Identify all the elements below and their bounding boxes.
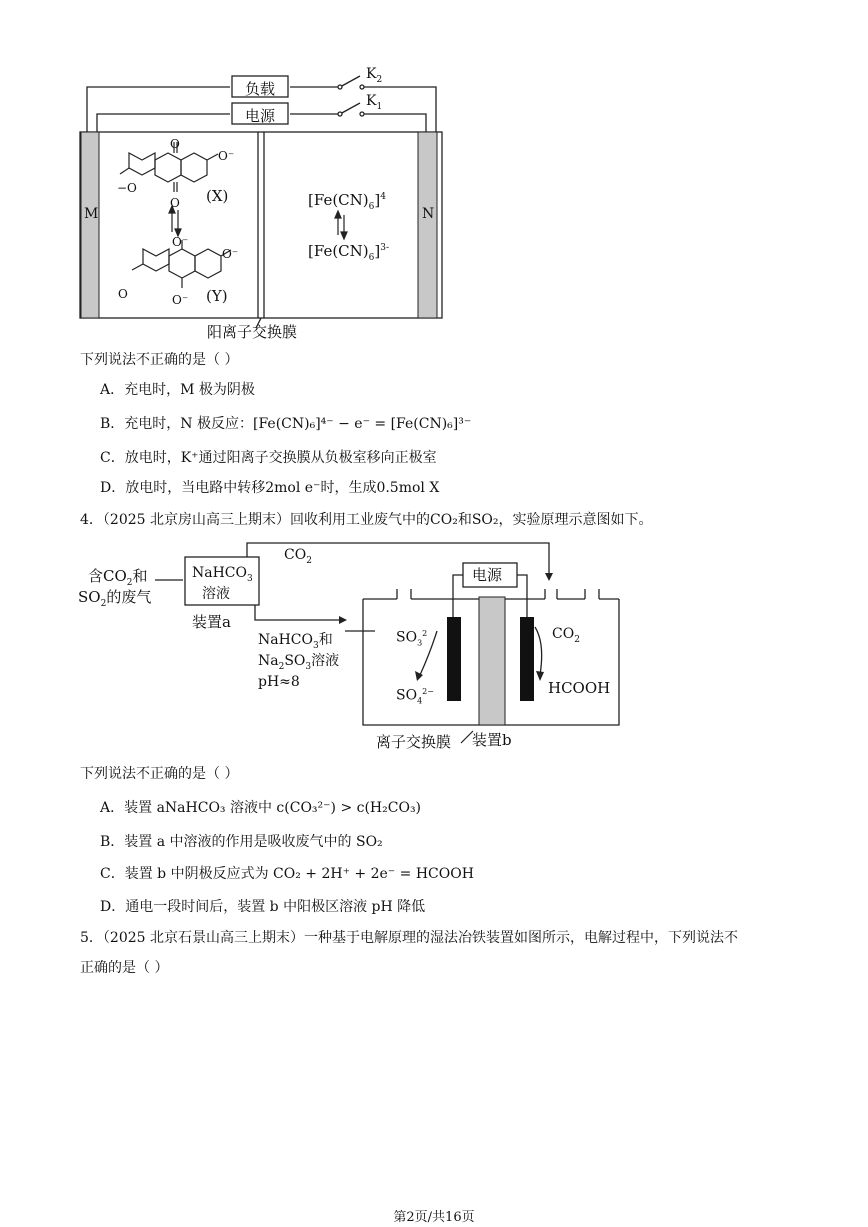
- electrode-n-label: N: [422, 206, 435, 222]
- page-footer: 第2页/共16页: [393, 1210, 475, 1225]
- membrane-label: 阳离子交换膜: [207, 323, 298, 341]
- molecule-y-label: (Y): [206, 287, 228, 305]
- q4-option-a: A．装置 aNaHCO₃ 溶液中 c(CO₃²⁻) > c(H₂CO₃): [100, 800, 422, 816]
- power-b-label: 电源: [472, 566, 503, 584]
- co2-right-label: $CO_2$: [552, 626, 580, 645]
- membrane-b-label: 离子交换膜: [376, 733, 452, 751]
- q4-stem2: 下列说法不正确的是（ ）: [80, 766, 239, 782]
- switch-k1-label: $K_1$: [366, 93, 383, 112]
- ferrocyanide-label: $[Fe(CN)_6]^4$: [308, 191, 386, 212]
- co2-top-label: $CO_2$: [284, 547, 312, 566]
- q3-stem: 下列说法不正确的是（ ）: [80, 352, 239, 368]
- q3-option-d: D．放电时，当电路中转移2mol e⁻时，生成0.5mol X: [100, 480, 440, 496]
- o-atom: O⁻: [218, 149, 235, 163]
- power-label: 电源: [244, 107, 275, 125]
- device-a-label: 装置a: [192, 613, 231, 631]
- o-atom: −O: [117, 181, 137, 195]
- molecule-x-label: (X): [206, 187, 229, 205]
- battery-diagram: [60, 60, 460, 350]
- q3-option-c: C．放电时，K⁺通过阳离子交换膜从负极室移向正极室: [100, 450, 437, 466]
- q4-option-d: D．通电一段时间后，装置 b 中阳极区溶液 pH 降低: [100, 899, 426, 915]
- electrode-m-label: M: [84, 206, 99, 222]
- o-atom: O: [170, 196, 180, 210]
- hcooh-label: HCOOH: [548, 679, 611, 697]
- gas-in-label-2: $SO_2$的废气: [78, 588, 152, 609]
- solution-ph: pH≈8: [258, 674, 300, 690]
- device-b-label: 装置b: [472, 731, 512, 749]
- q3-option-b: B．充电时，N 极反应：[Fe(CN)₆]⁴⁻ − e⁻ = [Fe(CN)₆]³⁻: [100, 416, 472, 432]
- o-atom: O⁻: [222, 247, 239, 261]
- electrolysis-diagram: [75, 535, 635, 760]
- o-atom: O⁻: [172, 293, 189, 307]
- o-atom: O⁻: [172, 235, 189, 249]
- box-a-line2: 溶液: [202, 586, 230, 602]
- o-atom: O: [170, 137, 180, 151]
- sulfate-label: $SO_4^{2-}$: [396, 687, 434, 706]
- solution-line2: $Na_2SO_3$溶液: [258, 653, 340, 672]
- ferricyanide-label: $[Fe(CN)_6]^{3-}$: [308, 242, 389, 263]
- q4-option-c: C．装置 b 中阴极反应式为 CO₂ + 2H⁺ + 2e⁻ = HCOOH: [100, 866, 474, 882]
- q5-stem-line1: 5．（2025 北京石景山高三上期末）一种基于电解原理的湿法冶铁装置如图所示，电解过程中，下列说法不: [80, 930, 739, 946]
- o-atom: O: [118, 287, 128, 301]
- load-label: 负载: [244, 80, 275, 98]
- gas-in-label-1: 含$CO_2$和: [88, 567, 148, 588]
- box-a-line1: NaHCO$_3$: [192, 565, 253, 584]
- q5-stem-line2: 正确的是（ ）: [80, 960, 169, 976]
- q4-stem: 4．（2025 北京房山高三上期末）回收利用工业废气中的CO₂和SO₂，实验原理示意图如下。: [80, 512, 653, 528]
- q4-option-b: B．装置 a 中溶液的作用是吸收废气中的 SO₂: [100, 834, 383, 850]
- solution-line1: NaHCO$_3$和: [258, 632, 333, 651]
- q3-option-a: A．充电时，M 极为阴极: [100, 382, 255, 398]
- sulfite-label: $SO_3^2$: [396, 629, 428, 648]
- switch-k2-label: $K_2$: [366, 66, 383, 85]
